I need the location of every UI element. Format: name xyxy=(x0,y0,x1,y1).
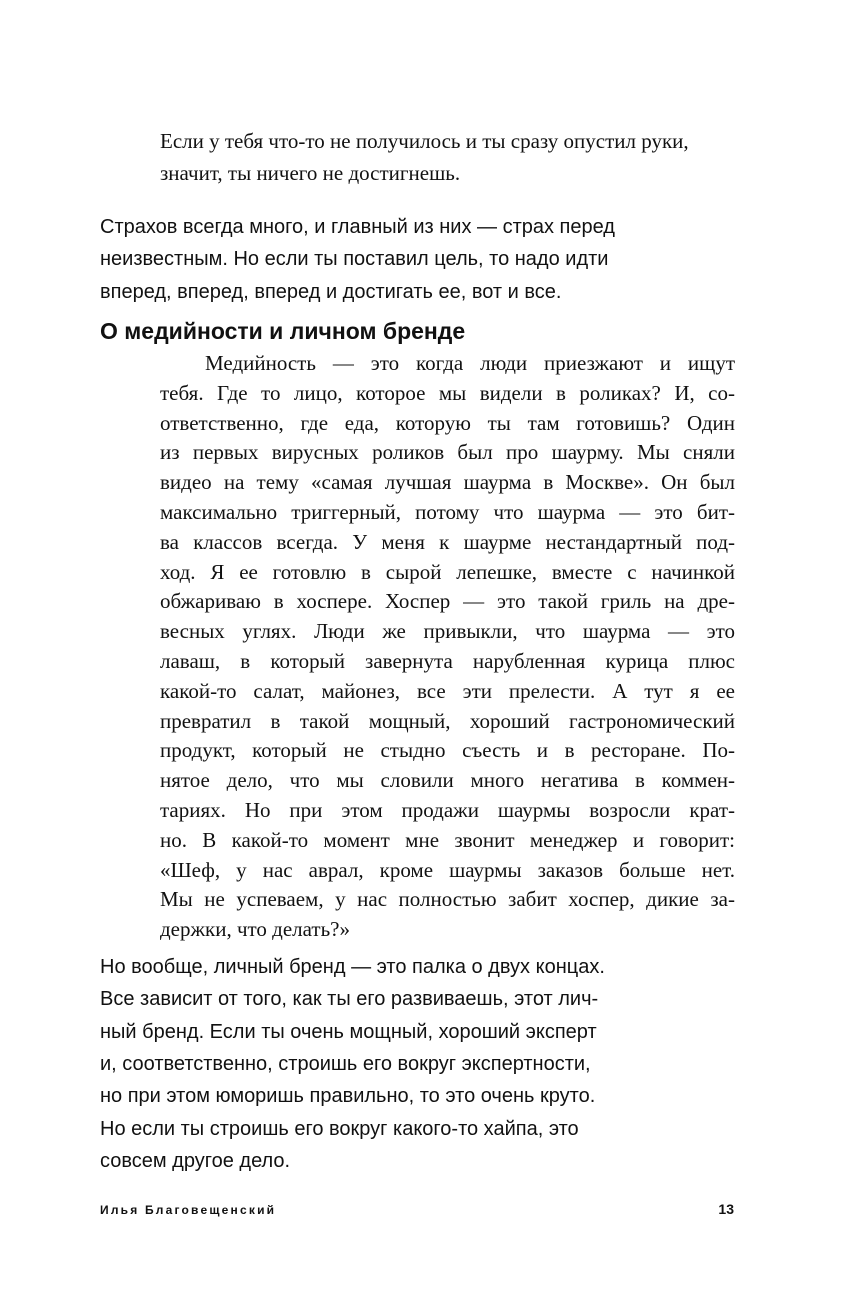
text-line: Но если ты строишь его вокруг какого-то хайпа, это xyxy=(100,1117,579,1140)
text-line: Все зависит от того, как ты его развиваешь, этот лич- xyxy=(100,988,599,1011)
text-line: максимально триггерный, потому что шаурма — это бит- xyxy=(160,500,735,524)
text-line: Медийность — это когда люди приезжают и ищут xyxy=(205,351,735,375)
section-heading: О медийности и личном бренде xyxy=(100,318,466,344)
text-line: но при этом юморишь правильно, то это очень круто. xyxy=(100,1085,596,1108)
text-line: Если у тебя что-то не получилось и ты сразу опустил руки, xyxy=(160,129,689,153)
text-line: Но вообще, личный бренд — это палка о двух концах. xyxy=(100,956,605,978)
text-line: лаваш, в который завернута нарубленная курица плюс xyxy=(160,649,735,673)
text-line: тариях. Но при этом продажи шаурмы возросли крат- xyxy=(160,798,735,822)
text-line: видео на тему «самая лучшая шаурма в Москве». Он был xyxy=(160,470,735,495)
text-line: но. В какой-то момент мне звонит менеджер и говорит: xyxy=(160,827,735,852)
text-line: обжариваю в хоспере. Хоспер — это такой гриль на дре- xyxy=(160,589,735,614)
footer-author: Илья Благовещенский xyxy=(100,1203,277,1217)
text-line: и, соответственно, строишь его вокруг экспертности, xyxy=(100,1052,591,1075)
text-line: Мы не успеваем, у нас полностью забит хоспер, дикие за- xyxy=(160,887,735,912)
page-number: 13 xyxy=(718,1201,734,1217)
text-line: «Шеф, у нас аврал, кроме шаурмы заказов больше нет. xyxy=(160,857,735,882)
text-line: ход. Я ее готовлю в сырой лепешке, вместе с начинкой xyxy=(160,559,735,584)
text-line: держки, что делать?» xyxy=(160,917,351,942)
text-line: совсем другое дело. xyxy=(100,1149,291,1172)
text-line: продукт, который не стыдно съесть и в ресторане. По- xyxy=(160,738,735,763)
text-line: ный бренд. Если ты очень мощный, хороший эксперт xyxy=(100,1020,597,1043)
text-line: неизвестным. Но если ты поставил цель, то надо идти xyxy=(100,248,609,271)
text-line: нятое дело, что мы словили много негатива в коммен- xyxy=(160,768,735,793)
text-line: тебя. Где то лицо, которое мы видели в роликах? И, со- xyxy=(160,380,735,405)
text-line: из первых вирусных роликов был про шаурму. Мы сняли xyxy=(160,440,735,465)
text-line: какой-то салат, майонез, все эти прелести. А тут я ее xyxy=(160,678,735,703)
text-line: превратил в такой мощный, хороший гастрономический xyxy=(160,708,735,733)
text-line: ва классов всегда. У меня к шаурме нестандартный под- xyxy=(160,529,735,554)
text-line: значит, ты ничего не достигнешь. xyxy=(160,161,461,185)
text-line: вперед, вперед, вперед и достигать ее, вот и все. xyxy=(100,280,562,303)
text-line: весных углях. Люди же привыкли, что шаурма — это xyxy=(160,619,735,644)
text-line: ответственно, где еда, которую ты там готовишь? Один xyxy=(160,410,735,435)
text-line: Страхов всегда много, и главный из них — страх перед xyxy=(100,216,615,238)
